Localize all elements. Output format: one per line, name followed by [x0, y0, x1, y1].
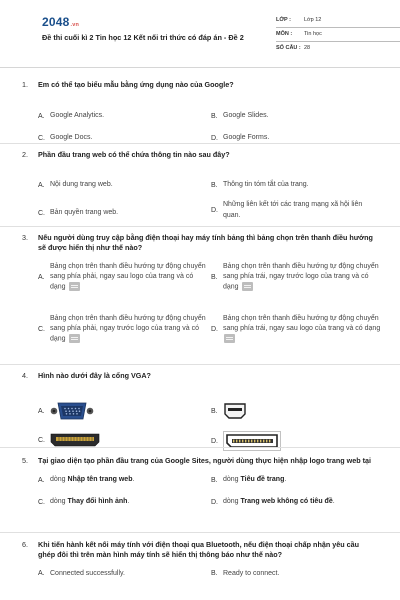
option-text: Connected successfully.: [50, 569, 125, 577]
hamburger-menu-icon: [224, 334, 235, 343]
option-text: Google Forms.: [223, 134, 270, 142]
option-b[interactable]: [211, 475, 286, 485]
option-prefix: dòng: [223, 476, 241, 484]
option-letter: B.: [211, 112, 218, 120]
hamburger-menu-icon: [69, 334, 80, 343]
option-prefix: dòng: [50, 498, 68, 506]
meta-label: LỚP :: [276, 16, 291, 23]
option-a[interactable]: [38, 569, 125, 579]
question-4: [22, 371, 378, 445]
meta-value: Lớp 12: [304, 16, 322, 23]
question-header: [22, 456, 378, 466]
question-number: 6.: [22, 540, 28, 549]
option-suffix: .: [127, 498, 130, 506]
option-bold-text: Thay đổi hình ảnh: [67, 498, 128, 506]
option-letter: C.: [38, 134, 45, 142]
hamburger-menu-icon: [242, 282, 253, 291]
question-divider: [0, 143, 400, 144]
option-b[interactable]: [211, 402, 247, 420]
option-letter: C.: [38, 498, 45, 506]
question-number: 3.: [22, 233, 28, 242]
question-divider: [0, 532, 400, 533]
meta-value: Tin học: [304, 30, 322, 37]
vga-port-icon: [50, 401, 94, 421]
question-header: [22, 80, 378, 90]
option-letter: B.: [211, 570, 218, 578]
question-number: 1.: [22, 80, 28, 89]
option-suffix: .: [332, 498, 335, 506]
exam-meta-box: [276, 14, 400, 56]
exam-header: [22, 0, 378, 62]
question-2: [22, 150, 378, 219]
question-header: [22, 371, 378, 381]
option-suffix: .: [132, 476, 135, 484]
question-text: Em có thể tạo biểu mẫu bằng ứng dụng nào của Google?: [38, 80, 234, 89]
option-letter: A.: [38, 273, 45, 281]
question-divider: [0, 447, 400, 448]
option-text: Bảng chọn trên thanh điều hướng tự động chuyển sang phía trái, ngay sau logo của trang và có dạng: [223, 314, 381, 333]
option-a[interactable]: [38, 180, 113, 190]
options: [22, 90, 378, 142]
option-text: Bản quyền trang web.: [50, 209, 119, 217]
option-text: Google Slides.: [223, 112, 269, 120]
option-d[interactable]: [211, 200, 371, 220]
option-a[interactable]: [38, 401, 94, 421]
option-letter: B.: [211, 407, 218, 415]
option-letter: D.: [211, 325, 218, 333]
question-text: Hình nào dưới đây là cổng VGA?: [38, 371, 151, 380]
question-3: [22, 233, 381, 343]
option-letter: C.: [38, 436, 45, 444]
option-letter: D.: [211, 437, 218, 445]
meta-value: 28: [304, 45, 311, 52]
meta-row-count: [276, 42, 400, 56]
question-6: [22, 540, 378, 578]
question-header: [22, 540, 378, 561]
option-bold-text: Tiêu đề trang: [240, 476, 285, 484]
question-divider: [0, 364, 400, 365]
option-prefix: dòng: [50, 476, 68, 484]
option-b[interactable]: [211, 111, 269, 121]
option-a[interactable]: [38, 262, 208, 293]
option-text: Nội dung trang web.: [50, 181, 113, 189]
question-1: [22, 80, 378, 142]
option-text: Google Docs.: [50, 134, 93, 142]
option-letter: A.: [38, 181, 45, 189]
hamburger-menu-icon: [69, 282, 80, 291]
site-logo[interactable]: [42, 15, 79, 31]
option-d[interactable]: [211, 431, 281, 451]
meta-row-class: [276, 14, 400, 28]
option-b[interactable]: [211, 569, 279, 579]
question-header: [22, 233, 378, 254]
mini-displayport-icon: [223, 402, 247, 420]
meta-row-subject: [276, 28, 400, 42]
option-letter: C.: [38, 325, 45, 333]
option-letter: C.: [38, 209, 45, 217]
question-divider: [0, 226, 400, 227]
option-text: Bảng chọn trên thanh điều hướng tự động chuyển sang phía phải, ngay sau logo của trang và có dạng: [50, 262, 206, 291]
option-bold-text: Trang web không có tiêu đề: [240, 498, 333, 506]
question-number: 5.: [22, 456, 28, 465]
meta-label: SỐ CÂU :: [276, 45, 301, 52]
question-text: Khi tiến hành kết nối máy tính với điện thoại qua Bluetooth, nếu điện thoại chấp nhận yêu cầu ghép đôi thì trên màn hình máy tính sẽ hiển thị thông báo như thế nào?: [38, 540, 359, 560]
option-letter: D.: [211, 207, 218, 215]
option-letter: B.: [211, 181, 218, 189]
option-text: Thông tin tóm tắt của trang.: [223, 181, 309, 189]
option-b[interactable]: [211, 180, 309, 190]
header-divider: [0, 67, 400, 68]
option-letter: A.: [38, 570, 45, 578]
option-d[interactable]: [211, 497, 335, 507]
question-text: Tại giao diện tạo phần đầu trang của Google Sites, người dùng thực hiện nhập logo trang web tại: [38, 456, 371, 465]
option-suffix: .: [284, 476, 287, 484]
option-text: Bảng chọn trên thanh điều hướng tự động chuyển sang phía phải, ngay trước logo của trang và có dạng: [50, 314, 206, 343]
question-header: [22, 150, 378, 160]
option-letter: B.: [211, 273, 218, 281]
question-text: Phần đầu trang web có thể chứa thông tin nào sau đây?: [38, 150, 230, 159]
option-text: Ready to connect.: [223, 569, 280, 577]
option-letter: B.: [211, 476, 218, 484]
option-text: Những liên kết tới các trang mạng xã hội liên quan.: [223, 201, 363, 219]
meta-label: MÔN :: [276, 30, 293, 37]
question-text: Nếu người dùng truy cập bằng điện thoại hay máy tính bảng thì bảng chọn trên thanh điều hướng sẽ được hiển thị như thế nào?: [38, 233, 373, 253]
option-letter: A.: [38, 407, 45, 415]
option-letter: A.: [38, 476, 45, 484]
option-bold-text: Nhập tên trang web: [67, 476, 133, 484]
displayport-icon: [223, 431, 281, 451]
option-d[interactable]: [211, 314, 381, 345]
option-a[interactable]: [38, 475, 134, 485]
exam-title: Đề thi cuối kì 2 Tin học 12 Kết nối tri thức có đáp án - Đề 2: [42, 33, 244, 42]
option-c[interactable]: [38, 314, 208, 345]
option-letter: D.: [211, 134, 218, 142]
option-prefix: dòng: [223, 498, 241, 506]
option-text: Google Analytics.: [50, 112, 105, 120]
question-number: 4.: [22, 371, 28, 380]
option-letter: D.: [211, 498, 218, 506]
question-number: 2.: [22, 150, 28, 159]
option-a[interactable]: [38, 111, 104, 121]
option-text: Bảng chọn trên thanh điều hướng tự động chuyển sang phía trái, ngay trước logo của trang và có dạng: [223, 262, 379, 291]
logo-suffix: .vn: [70, 22, 80, 28]
option-c[interactable]: [38, 208, 118, 218]
logo-text: 2048: [42, 15, 70, 29]
option-c[interactable]: [38, 497, 129, 507]
question-5: [22, 456, 378, 506]
option-letter: A.: [38, 112, 45, 120]
option-b[interactable]: [211, 262, 381, 293]
